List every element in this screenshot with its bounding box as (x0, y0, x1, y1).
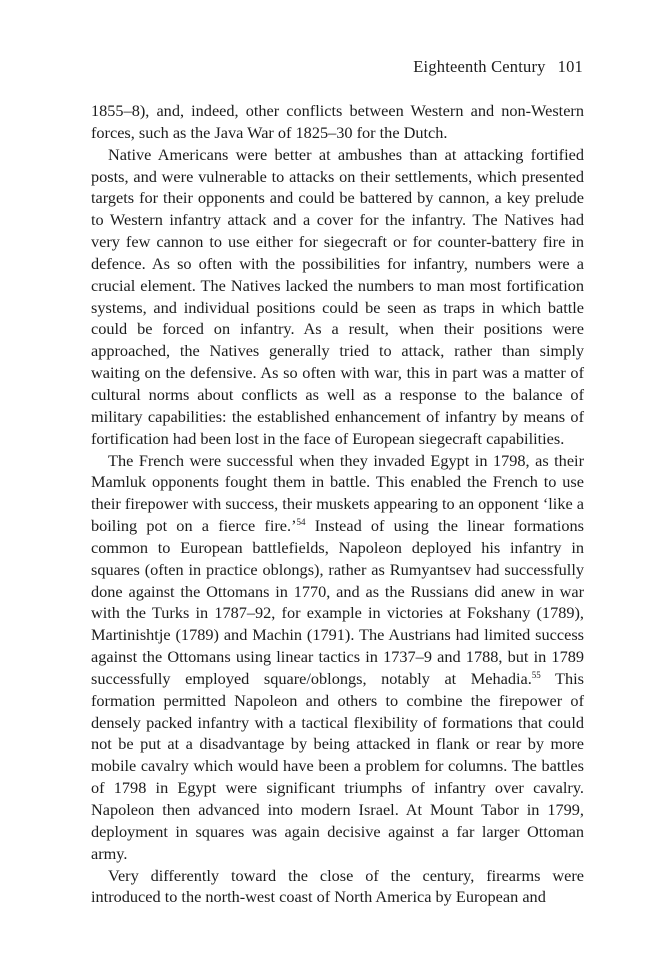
paragraph-firearms-northwest: Very differently toward the close of the century, firearms were introduced to the north-west coast of North America by European and (91, 865, 584, 907)
footnote-marker: 55 (531, 669, 541, 680)
running-head (413, 57, 583, 77)
paragraph-text-segment: Instead of using the linear formations common to European battlefields, Napoleon deployed his infantry in squares (often in practice oblongs), rather as Rumyantsev had successfully done against the Ottomans in 1770, and as the Russians did anew in war with the Turks in 1787–92, for example in victories at Fokshany (1789), Martinishtje (1789) and Machin (1791). The Austrians had limited success against the Ottomans using linear tactics in 1737–9 and 1788, but in 1789 successfully employed square/oblongs, notably at Mehadia. (91, 516, 584, 688)
paragraph-native-americans: Native Americans were better at ambushes than at attacking fortified posts, and were vulnerable to attacks on their settlements, which presented targets for their opponents and could be battered by cannon, a key prelude to Western infantry attack and a cover for the infantry. The Natives had very few cannon to use either for siegecraft or for counter-battery fire in defence. As so often with the possibilities for infantry, numbers were a crucial element. The Natives lacked the numbers to man most fortification systems, and individual positions could be seen as traps in which battle could be forced on infantry. As a result, when their positions were approached, the Natives generally tried to attack, rather than simply waiting on the defensive. As so often with war, this in part was a matter of cultural norms about conflicts as well as a response to the balance of military capabilities: the established enhancement of infantry by means of fortification had been lost in the face of European siegecraft capabilities. (91, 144, 584, 448)
footnote-marker: 54 (296, 517, 306, 528)
running-title: Eighteenth Century (413, 57, 546, 76)
paragraph-continuation: 1855–8), and, indeed, other conflicts between Western and non-Western forces, such as the Java War of 1825–30 for the Dutch. (91, 101, 584, 142)
paragraph-text-segment: The French were successful when they invaded Egypt in 1798, as their Mamluk opponents fought them in battle. This enabled the French to use their firepower with success, their muskets appearing to an opponent ‘like a boiling pot on a fierce fire.’ (91, 450, 584, 536)
body-text (91, 100, 584, 908)
page-number: 101 (557, 57, 583, 76)
paragraph-text-segment: This formation permitted Napoleon and others to combine the firepower of densely packed infantry with a tactical flexibility of formations that could not be put at a disadvantage by being attacked in flank or rear by more mobile cavalry which would have been a problem for columns. The battles of 1798 in Egypt were significant triumphs of infantry over cavalry. Napoleon then advanced into modern Israel. At Mount Tabor in 1799, deployment in squares was again decisive against a far larger Ottoman army. (91, 668, 584, 863)
paragraph-french-egypt (91, 450, 584, 865)
